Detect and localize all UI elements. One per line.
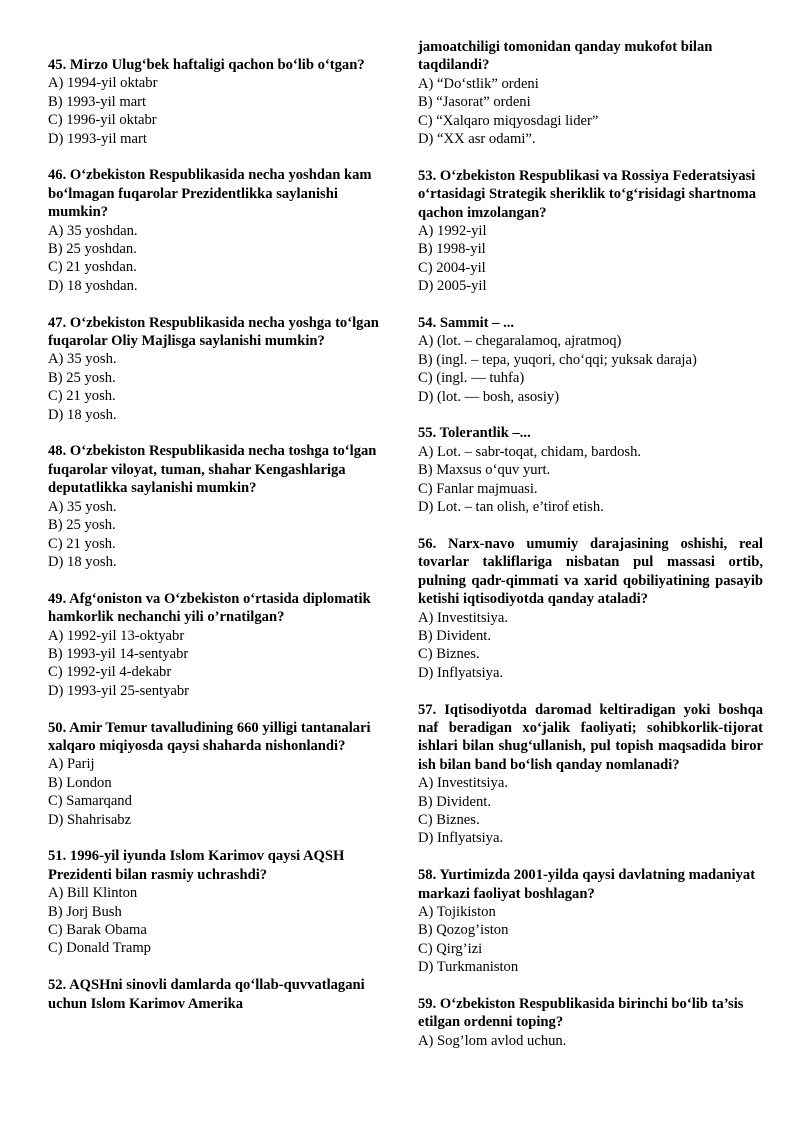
question-text: 48. O‘zbekiston Respublikasida necha toshga to‘lgan fuqarolar viloyat, tuman, shahar Kengashlariga deputatlikka saylanishi mumkin? — [48, 443, 377, 497]
answer-option: D) Inflyatsiya. — [418, 664, 504, 681]
answer-option: C) 1996-yil oktabr — [48, 112, 157, 129]
answer-option: A) Bill Klinton — [48, 885, 138, 902]
question-text: 58. Yurtimizda 2001-yilda qaysi davlatning madaniyat markazi faoliyat boshlagan? — [418, 867, 756, 902]
answer-option: C) (ingl. — tuhfa) — [418, 370, 525, 387]
question-block — [418, 38, 763, 148]
answer-option: A) 1994-yil oktabr — [48, 75, 158, 92]
answer-option: D) Inflyatsiya. — [418, 830, 504, 847]
answer-option: A) Tojikiston — [418, 904, 496, 920]
question-text: 45. Mirzo Ulug‘bek haftaligi qachon bo‘lib o‘tgan? — [48, 57, 365, 73]
answer-option: C) Barak Obama — [48, 922, 147, 938]
answer-option: C) Donald Tramp — [48, 940, 151, 957]
question-block — [48, 590, 393, 700]
answer-option: A) Sog’lom avlod uchun. — [418, 1032, 567, 1049]
answer-option: A) Lot. – sabr-toqat, chidam, bardosh. — [418, 443, 642, 460]
answer-option: B) Divident. — [418, 627, 491, 644]
answer-option: D) (lot. — bosh, asosiy) — [418, 388, 560, 405]
question-text: 56. Narx-navo umumiy darajasining oshishi, real tovarlar takliflariga nisbatan pul massasi ortib, pulning qadr-qimmati va xarid qobiliyatining pasayib ketishi iqtisodiyotda qanday ataladi? — [418, 535, 763, 608]
answer-option: B) Divident. — [418, 793, 491, 810]
question-block — [418, 314, 763, 406]
answer-option: B) (ingl. – tepa, yuqori, cho‘qqi; yuksak daraja) — [418, 351, 697, 368]
question-block — [418, 167, 763, 296]
question-text: 49. Afg‘oniston va O‘zbekiston o‘rtasida diplomatik hamkorlik nechanchi yili o’rnatilgan? — [48, 590, 371, 626]
answer-option: C) Biznes. — [418, 646, 480, 663]
answer-option: B) Jorj Bush — [48, 903, 122, 920]
answer-option: C) 21 yosh. — [48, 388, 116, 405]
question-block — [48, 719, 393, 829]
answer-option: A) 35 yosh. — [48, 498, 117, 515]
answer-option: B) 1993-yil 14-sentyabr — [48, 645, 189, 662]
answer-option: D) Turkmaniston — [418, 959, 519, 976]
question-text: 51. 1996-yil iyunda Islom Karimov qaysi AQSH Prezidenti bilan rasmiy uchrashdi? — [48, 848, 345, 883]
answer-option: D) 1993-yil mart — [48, 130, 147, 147]
answer-option: A) (lot. – chegaralamoq, ajratmoq) — [418, 333, 622, 350]
answer-option: C) Qirg’izi — [418, 940, 483, 957]
answer-option: A) “Do‘stlik” ordeni — [418, 75, 539, 92]
answer-option: C) “Xalqaro miqyosdagi lider” — [418, 112, 599, 129]
question-block — [48, 314, 393, 424]
answer-option: D) 18 yosh. — [48, 406, 117, 423]
answer-option: B) 25 yoshdan. — [48, 241, 137, 258]
answer-option: B) 25 yosh. — [48, 517, 116, 534]
answer-option: A) 1992-yil 13-oktyabr — [48, 627, 185, 644]
question-text: 47. O‘zbekiston Respublikasida necha yoshga to‘lgan fuqarolar Oliy Majlisga saylanishi mumkin? — [48, 314, 379, 350]
answer-option: A) 35 yoshdan. — [48, 222, 138, 239]
question-text: jamoatchiligi tomonidan qanday mukofot bilan taqdilandi? — [418, 39, 713, 74]
answer-option: B) London — [48, 774, 112, 791]
answer-option: A) Parij — [48, 756, 95, 773]
answer-option: A) Investitsiya. — [418, 775, 508, 792]
answer-option: A) 1992-yil — [418, 223, 487, 240]
answer-option: C) Biznes. — [418, 811, 480, 828]
answer-option: C) 21 yoshdan. — [48, 259, 137, 276]
answer-option: C) Samarqand — [48, 793, 132, 810]
answer-option: B) 1998-yil — [418, 241, 486, 258]
question-text: 54. Sammit – ... — [418, 315, 515, 332]
question-block — [418, 995, 763, 1050]
answer-option: C) 2004-yil — [418, 259, 486, 276]
question-text: 50. Amir Temur tavalludining 660 yilligi tantanalari xalqaro miqiyosda qaysi shaharda nishonlandi? — [48, 719, 371, 754]
answer-option: D) “XX asr odami”. — [418, 131, 536, 148]
answer-option: B) 1993-yil mart — [48, 93, 147, 110]
question-block — [418, 424, 763, 516]
question-block — [418, 535, 763, 682]
question-block — [48, 976, 393, 1013]
question-text: 55. Tolerantlik –... — [418, 425, 531, 442]
answer-option: C) Fanlar majmuasi. — [418, 480, 538, 497]
question-text: 57. Iqtisodiyotda daromad keltiradigan yoki boshqa naf beradigan xo‘jalik faoliyati; sohibkorlik-tijorat ishlari bilan shug‘ullanish, pul topish maqsadida biror ish bilan band bo‘lish qanday nomlanadi? — [418, 701, 763, 773]
left-column — [48, 56, 393, 1031]
answer-option: D) Shahrisabz — [48, 811, 132, 828]
question-text: 46. O‘zbekiston Respublikasida necha yoshdan kam bo‘lmagan fuqarolar Prezidentlikka saylanishi mumkin? — [48, 167, 372, 221]
answer-option: B) Qozog’iston — [418, 922, 509, 939]
question-block — [418, 701, 763, 848]
answer-option: D) 2005-yil — [418, 278, 487, 295]
answer-option: D) 18 yoshdan. — [48, 277, 138, 294]
question-block — [48, 56, 393, 148]
answer-option: D) Lot. – tan olish, e’tirof etish. — [418, 499, 604, 516]
answer-option: C) 21 yosh. — [48, 535, 116, 552]
question-block — [48, 847, 393, 957]
answer-option: D) 1993-yil 25-sentyabr — [48, 682, 190, 699]
answer-option: B) 25 yosh. — [48, 369, 116, 386]
question-block — [48, 166, 393, 295]
question-text: 59. O‘zbekiston Respublikasida birinchi bo‘lib ta’sis etilgan ordenni toping? — [418, 996, 744, 1031]
answer-option: A) Investitsiya. — [418, 609, 508, 626]
question-text: 53. O‘zbekiston Respublikasi va Rossiya Federatsiyasi o‘rtasidagi Strategik sheriklik to‘g‘risidagi shartnoma qachon imzolangan? — [418, 167, 757, 221]
answer-option: D) 18 yosh. — [48, 553, 117, 570]
question-block — [418, 866, 763, 976]
answer-option: B) Maxsus o‘quv yurt. — [418, 462, 551, 479]
question-block — [48, 442, 393, 571]
answer-option: C) 1992-yil 4-dekabr — [48, 664, 172, 681]
answer-option: A) 35 yosh. — [48, 351, 117, 368]
right-column — [418, 38, 763, 1069]
question-text: 52. AQSHni sinovli damlarda qo‘llab-quvvatlagani uchun Islom Karimov Amerika — [48, 977, 365, 1012]
answer-option: B) “Jasorat” ordeni — [418, 94, 531, 111]
